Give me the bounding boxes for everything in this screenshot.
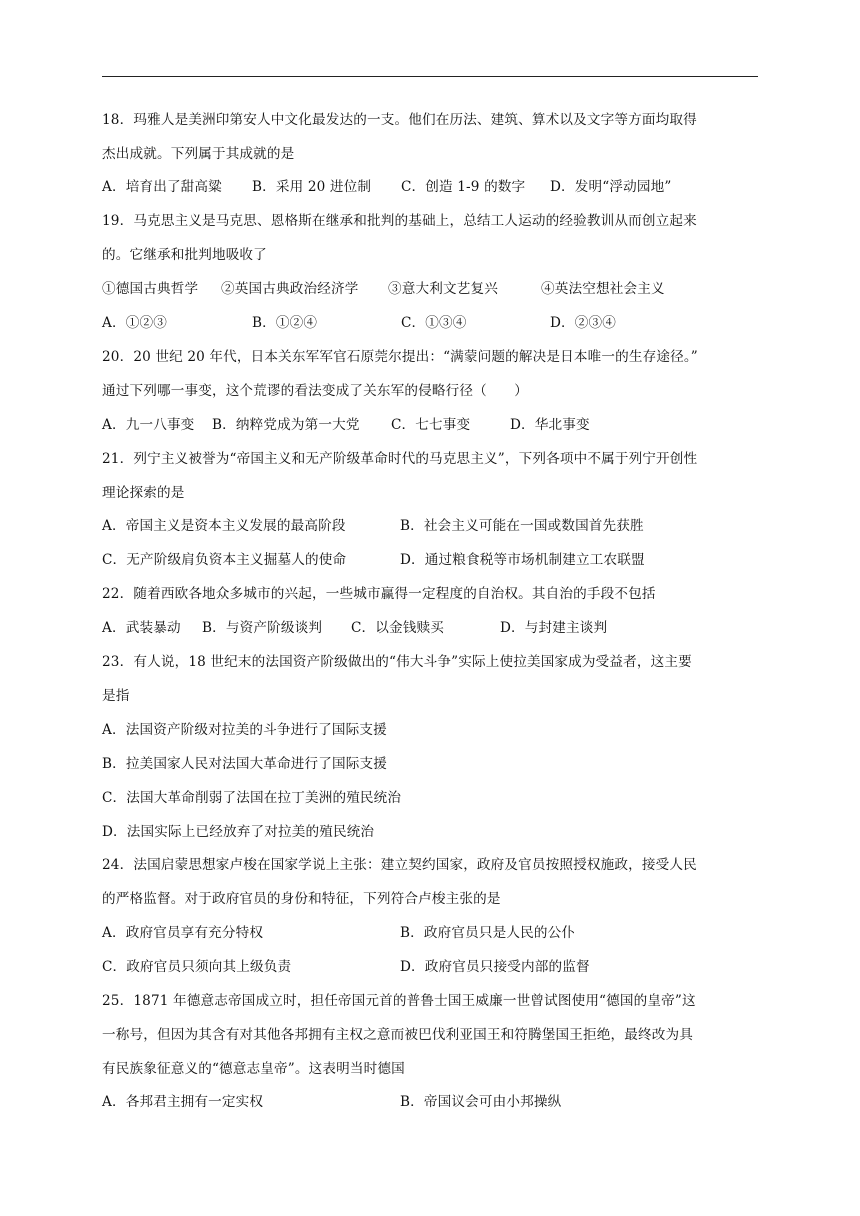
q19-option-d: D．②③④ bbox=[550, 315, 617, 331]
q24-option-b: B．政府官员只是人民的公仆 bbox=[400, 925, 576, 941]
q19-stem-line2: 的。它继承和批判地吸收了 bbox=[102, 247, 267, 263]
q21-option-d: D．通过粮食税等市场机制建立工农联盟 bbox=[400, 552, 645, 568]
q23-option-b: B．拉美国家人民对法国大革命进行了国际支援 bbox=[102, 756, 388, 772]
q19-stem-line1: 19．马克思主义是马克思、恩格斯在继承和批判的基础上，总结工人运动的经验教训从而创立起来 bbox=[102, 213, 697, 229]
q23-stem-line2: 是指 bbox=[102, 688, 130, 704]
q23-option-d: D．法国实际上已经放弃了对拉美的殖民统治 bbox=[102, 824, 375, 840]
q25-stem-line3: 有民族象征意义的“德意志皇帝”。这表明当时德国 bbox=[102, 1061, 405, 1077]
q18-option-b: B．采用 20 进位制 bbox=[252, 179, 372, 195]
q24-option-a: A．政府官员享有充分特权 bbox=[102, 925, 264, 941]
q22-option-b: B．与资产阶级谈判 bbox=[202, 620, 323, 636]
q23-stem-line1: 23．有人说，18 世纪末的法国资产阶级做出的“伟大斗争”实际上使拉美国家成为受益者，这主要 bbox=[102, 654, 692, 670]
q19-option-a: A．①②③ bbox=[102, 315, 167, 331]
q18-option-d: D．发明“浮动园地” bbox=[550, 179, 672, 195]
q25-option-a: A．各邦君主拥有一定实权 bbox=[102, 1094, 264, 1110]
q25-stem-line1: 25．1871 年德意志帝国成立时，担任帝国元首的普鲁士国王威廉一世曾试图使用“德国的皇帝”这 bbox=[102, 993, 696, 1009]
q18-option-a: A．培育出了甜高粱 bbox=[102, 179, 222, 195]
q24-option-d: D．政府官员只接受内部的监督 bbox=[400, 959, 590, 975]
q19-option-b: B．①②④ bbox=[252, 315, 318, 331]
q19-item-1: ①德国古典哲学 bbox=[102, 281, 199, 297]
q23-option-c: C．法国大革命削弱了法国在拉丁美洲的殖民统治 bbox=[102, 790, 402, 806]
q22-option-d: D．与封建主谈判 bbox=[500, 620, 608, 636]
q19-item-3: ③意大利文艺复兴 bbox=[388, 281, 498, 297]
q21-option-c: C．无产阶级肩负资本主义掘墓人的使命 bbox=[102, 552, 347, 568]
q21-stem-line2: 理论探索的是 bbox=[102, 485, 185, 501]
q22-stem-line1: 22．随着西欧各地众多城市的兴起，一些城市赢得一定程度的自治权。其自治的手段不包括 bbox=[102, 586, 656, 602]
q18-option-c: C．创造 1-9 的数字 bbox=[401, 179, 526, 195]
q20-stem-line2: 通过下列哪一事变，这个荒谬的看法变成了关东军的侵略行径（ ） bbox=[102, 383, 529, 399]
q19-item-2: ②英国古典政治经济学 bbox=[221, 281, 359, 297]
q18-stem-line1: 18．玛雅人是美洲印第安人中文化最发达的一支。他们在历法、建筑、算术以及文字等方面均取得 bbox=[102, 112, 697, 128]
q20-option-b: B．纳粹党成为第一大党 bbox=[212, 417, 360, 433]
q21-stem-line1: 21．列宁主义被誉为“帝国主义和无产阶级革命时代的马克思主义”，下列各项中不属于列宁开创性 bbox=[102, 451, 698, 467]
q24-option-c: C．政府官员只须向其上级负责 bbox=[102, 959, 292, 975]
q20-option-d: D．华北事变 bbox=[510, 417, 590, 433]
q21-option-b: B．社会主义可能在一国或数国首先获胜 bbox=[400, 518, 644, 534]
q25-option-b: B．帝国议会可由小邦操纵 bbox=[400, 1094, 562, 1110]
q23-option-a: A．法国资产阶级对拉美的斗争进行了国际支援 bbox=[102, 722, 387, 738]
q22-option-a: A．武装暴动 bbox=[102, 620, 181, 636]
header-rule bbox=[102, 76, 758, 77]
q19-item-4: ④英法空想社会主义 bbox=[541, 281, 665, 297]
q25-stem-line2: 一称号，但因为其含有对其他各邦拥有主权之意而被巴伐利亚国王和符腾堡国王拒绝，最终改为具 bbox=[102, 1027, 693, 1043]
q21-option-a: A．帝国主义是资本主义发展的最高阶段 bbox=[102, 518, 346, 534]
q20-option-c: C．七七事变 bbox=[391, 417, 471, 433]
q18-stem-line2: 杰出成就。下列属于其成就的是 bbox=[102, 146, 295, 162]
q24-stem-line2: 的严格监督。对于政府官员的身份和特征，下列符合卢梭主张的是 bbox=[102, 891, 501, 907]
q22-option-c: C．以金钱赎买 bbox=[351, 620, 445, 636]
q19-option-c: C．①③④ bbox=[401, 315, 467, 331]
q20-option-a: A．九一八事变 bbox=[102, 417, 195, 433]
q20-stem-line1: 20．20 世纪 20 年代，日本关东军军官石原莞尔提出：“满蒙问题的解决是日本唯一的生存途径。” bbox=[102, 349, 698, 365]
q24-stem-line1: 24．法国启蒙思想家卢梭在国家学说上主张：建立契约国家，政府及官员按照授权施政，接受人民 bbox=[102, 857, 697, 873]
